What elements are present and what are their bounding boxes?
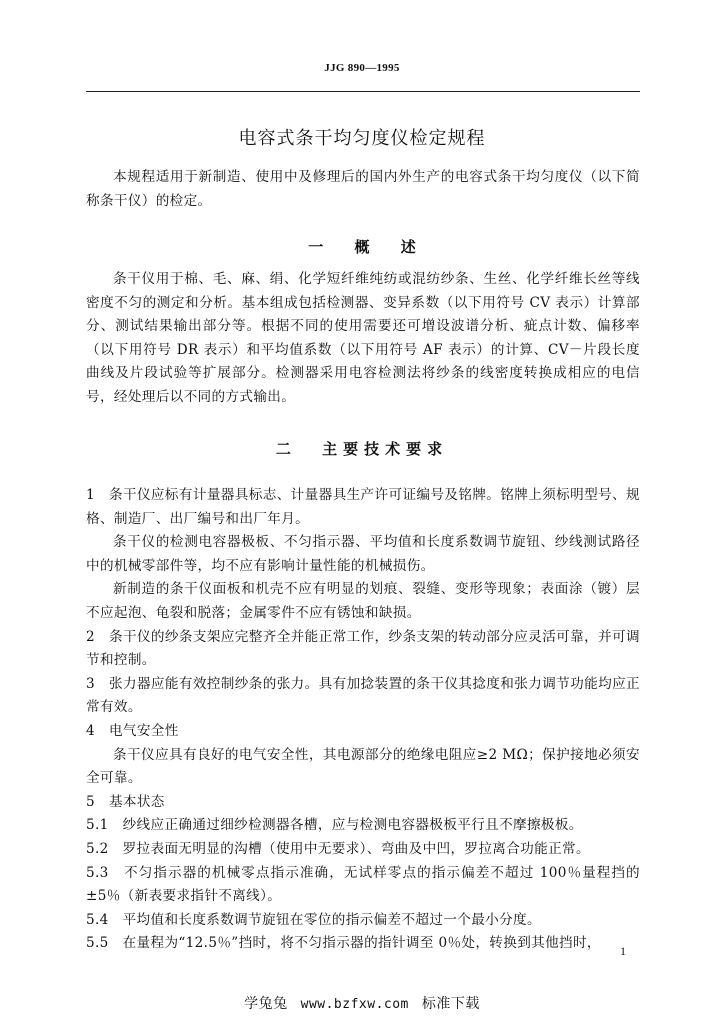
section-1-paragraph: 条干仪用于棉、毛、麻、绢、化学短纤维纯纺或混纺纱条、生丝、化学纤维长丝等线密度不匀的测定和分析。基本组成包括检测器、变异系数（以下用符号 CV 表示）计算部分、测试结果输出部分等。根据不同的使用需要还可增设波谱分析、疵点计数、偏移率（以下用符号 DR 表示）和平均值系数（以下用符号 AF 表示）的计算、CV－片段长度曲线及片段试验等扩展部分。检测器采用电容检测法将纱条的线密度转换成相应的电信号，经处理后以不同的方式输出。 — [86, 271, 640, 405]
intro-paragraph: 本规程适用于新制造、使用中及修理后的国内外生产的电容式条干均匀度仪（以下简称条干仪）的检定。 — [86, 169, 640, 209]
clause-5-3: 5.3 不匀指示器的机械零点指示准确，无试样零点的指示偏差不超过 100％量程挡的±5％（新表要求指针不离线）。 — [86, 864, 640, 905]
clause-5-2: 5.2 罗拉表面无明显的沟槽（使用中无要求）、弯曲及中凹，罗拉离合功能正常。 — [86, 840, 590, 857]
section-2-heading: 二 主要技术要求 — [275, 440, 449, 458]
section-2-body — [86, 484, 640, 956]
footer-url-link[interactable]: www.bzfxw.com — [300, 997, 409, 1012]
footer-site-name: 学兔兔 — [244, 996, 288, 1012]
clause-5-5: 5.5 在量程为“12.5％”挡时，将不匀指示器的指针调至 0％处，转换到其他挡时， — [86, 935, 601, 952]
clause-1: 1 条干仪应标有计量器具标志、计量器具生产许可证编号及铭牌。铭牌上须标明型号、规格、制造厂、出厂编号和出厂年月。 — [86, 487, 640, 527]
clause-1-para-3: 新制造的条干仪面板和机壳不应有明显的划痕、裂缝、变形等现象；表面涂（镀）层不应起泡、龟裂和脱落；金属零件不应有锈蚀和缺损。 — [86, 581, 640, 621]
page-number: 1 — [620, 944, 626, 958]
clause-4-para: 条干仪应具有良好的电气安全性，其电源部分的绝缘电阻应≥2 MΩ；保护接地必须安全可靠。 — [86, 746, 640, 787]
clause-2: 2 条干仪的纱条支架应完整齐全并能正常工作，纱条支架的转动部分应灵活可靠，并可调节和控制。 — [86, 628, 640, 669]
standard-code-header: JJG 890—1995 — [324, 62, 400, 74]
header-rule — [86, 91, 640, 92]
clause-5-1: 5.1 纱线应正确通过细纱检测器各槽，应与检测电容器极板平行且不摩擦极板。 — [86, 817, 583, 834]
document-title: 电容式条干均匀度仪检定规程 — [238, 128, 486, 149]
clause-5-heading: 5 基本状态 — [86, 793, 165, 810]
clause-5-4: 5.4 平均值和长度系数调节旋钮在零位的指示偏差不超过一个最小分度。 — [86, 911, 541, 928]
section-1-heading: 一 概 述 — [308, 238, 416, 256]
clause-1-para-2: 条干仪的检测电容器极板、不匀指示器、平均值和长度系数调节旋钮、纱线测试路径中的机械零部件等，均不应有影响计量性能的机械损伤。 — [86, 534, 640, 574]
footer-label: 标准下载 — [421, 996, 480, 1012]
clause-3: 3 张力器应能有效控制纱条的张力。具有加捻装置的条干仪其捻度和张力调节功能均应正常有效。 — [86, 675, 640, 716]
footer-watermark — [0, 993, 724, 1013]
clause-4-heading: 4 电气安全性 — [86, 722, 179, 739]
